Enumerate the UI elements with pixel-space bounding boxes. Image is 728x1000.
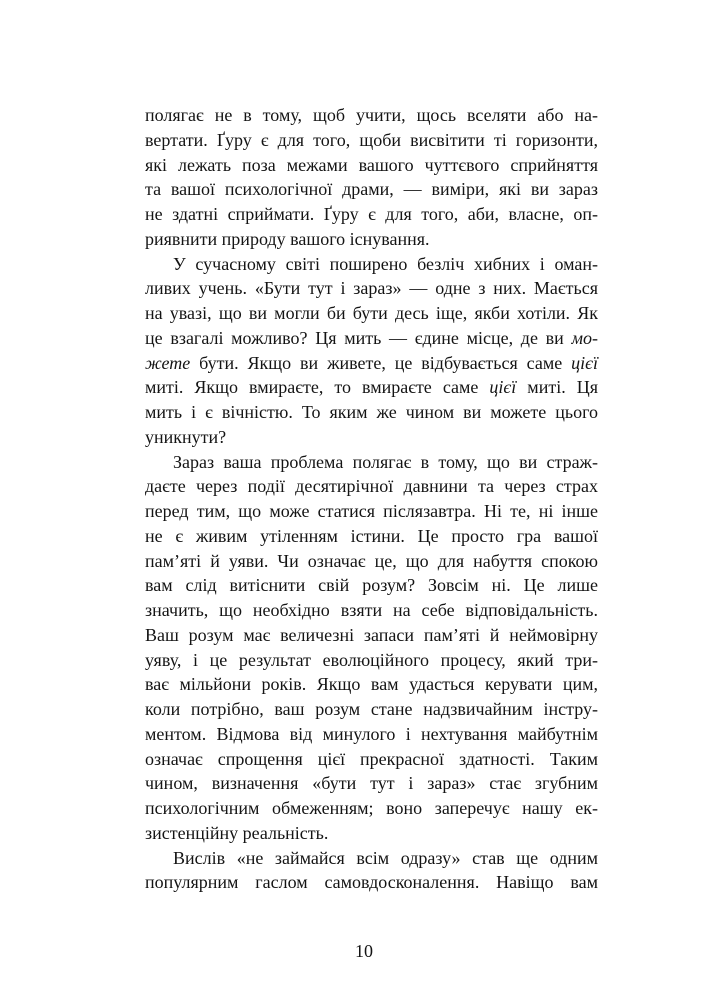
text-segment: бути. Якщо ви живете, це відбувається саме <box>190 352 572 373</box>
text-segment: це взагалі можливо? Ця мить — єдине місце, де ви <box>145 327 572 348</box>
text-line: пам’яті й уяви. Чи означає це, що для набуття спокою <box>145 550 598 571</box>
paragraph <box>145 252 598 450</box>
text-line: на увазі, що ви могли би бути десь іще, якби хотіли. Як <box>145 303 598 323</box>
text-line: риявнити природу вашого існування. <box>145 228 430 249</box>
text-line: ває мільйони років. Якщо вам удасться керувати цим, <box>145 674 598 695</box>
text-line: та вашої психологічної драми, — виміри, які ви зараз <box>145 179 598 200</box>
paragraph <box>145 450 598 846</box>
text-line: Вислів «не займайся всім одразу» став ще одним <box>173 847 598 868</box>
text-line: які лежать поза межами вашого чуттєвого сприйняття <box>145 154 598 175</box>
text-line: полягає не в тому, щоб учити, щось вселяти або на- <box>145 105 598 125</box>
text-line <box>145 375 598 400</box>
text-line: чином, визначення «бути тут і зараз» стає згубним <box>145 773 598 794</box>
text-line: Зараз ваша проблема полягає в тому, що ви страж- <box>173 451 598 472</box>
text-line: означає спрощення цієї прекрасної здатності. Таким <box>145 748 598 769</box>
paragraph <box>145 846 598 896</box>
text-line: У сучасному світі поширено безліч хибних і оман- <box>173 253 598 274</box>
text-segment: миті. Ця <box>516 377 598 398</box>
text-line: даєте через події десятирічної давнини та через страх <box>145 476 598 497</box>
emphasized-text: цієї <box>571 352 598 373</box>
text-line <box>145 326 598 351</box>
text-line: популярним гаслом самовдосконалення. Навіщо вам <box>145 872 598 893</box>
body-text <box>145 103 598 895</box>
emphasized-text: мо- <box>571 327 598 348</box>
text-line: зистенційну реальність. <box>145 822 329 843</box>
text-line: не є живим утіленням істини. Це просто гра вашої <box>145 525 598 546</box>
text-segment: миті. Якщо вмираєте, то вмираєте саме <box>145 377 490 398</box>
text-line: ливих учень. «Бути тут і зараз» — одне з них. Мається <box>145 278 598 299</box>
text-line: вертати. Ґуру є для того, щоби висвітити ті горизонти, <box>145 129 598 150</box>
page-number: 10 <box>355 941 373 961</box>
text-line: вам слід витіснити свій розум? Зовсім ні. Це лише <box>145 575 598 596</box>
emphasized-text: жете <box>145 352 191 373</box>
text-line: не здатні сприймати. Ґуру є для того, аби, власне, оп- <box>145 204 598 224</box>
text-line: значить, що необхідно взяти на себе відповідальність. <box>145 600 598 620</box>
text-line: перед тим, що може статися післязавтра. Ні те, ні інше <box>145 501 598 521</box>
text-line: уникнути? <box>145 426 227 447</box>
text-line: коли потрібно, ваш розум стане надзвичайним інстру- <box>145 699 598 719</box>
emphasized-text: цієї <box>489 377 517 398</box>
paragraph <box>145 103 598 252</box>
text-line: уяву, і це результат еволюційного процесу, який три- <box>145 649 598 670</box>
text-line: ментом. Відмова від минулого і нехтування майбутнім <box>145 723 598 744</box>
text-line: мить і є вічністю. То яким же чином ви можете цього <box>145 402 598 422</box>
text-line: психологічним обмеженням; воно заперечує нашу ек- <box>145 798 598 818</box>
text-line <box>145 351 598 376</box>
text-line: Ваш розум має величезні запаси пам’яті й неймовірну <box>145 624 598 645</box>
